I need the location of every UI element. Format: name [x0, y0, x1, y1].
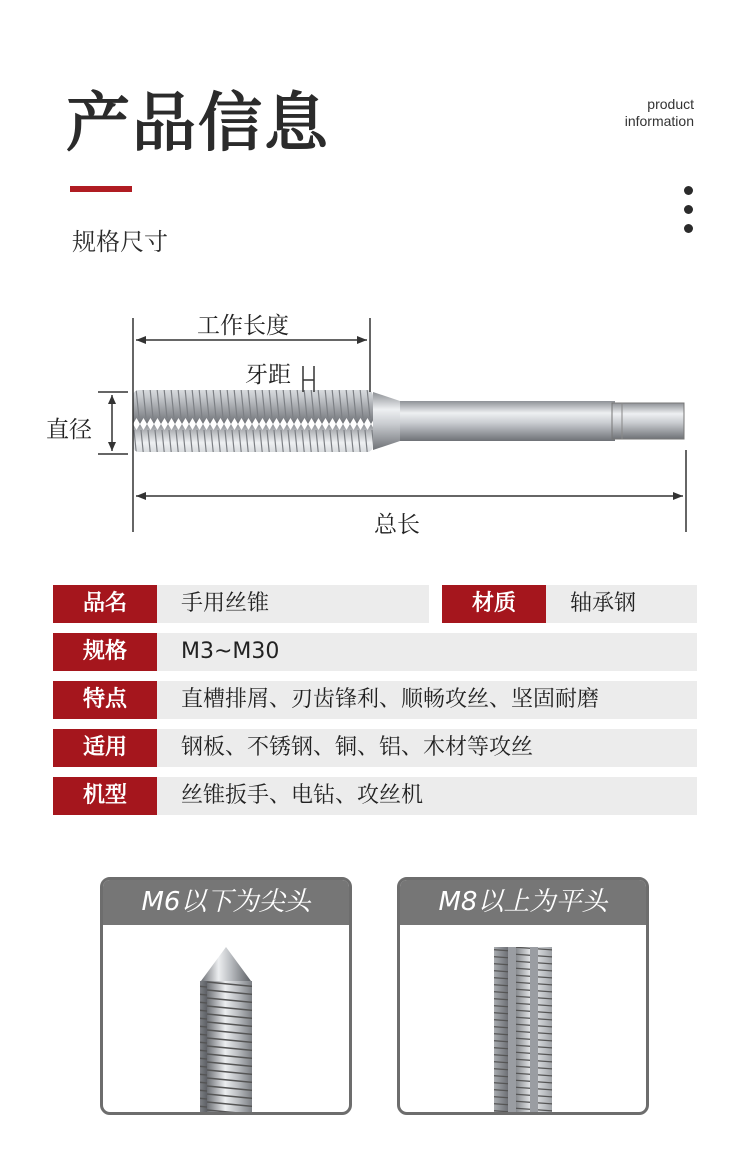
- spec-key-size: 规格: [53, 633, 157, 671]
- page-title: 产品信息: [66, 87, 330, 161]
- spec-key-name: 品名: [53, 585, 157, 623]
- spec-value-name: 手用丝锥: [157, 585, 429, 623]
- section-label: 规格尺寸: [72, 228, 168, 256]
- card-title: M6以下为尖头: [103, 880, 349, 925]
- table-row: [53, 729, 697, 767]
- spec-key-machine: 机型: [53, 777, 157, 815]
- table-row: [53, 681, 697, 719]
- spec-key-material: 材质: [442, 585, 546, 623]
- spec-key-features: 特点: [53, 681, 157, 719]
- spec-value-size: M3~M30: [157, 633, 697, 671]
- table-row: [53, 633, 697, 671]
- flat-tip-card: [397, 877, 649, 1115]
- table-row: [53, 777, 697, 815]
- page-subtitle: [625, 96, 694, 130]
- pitch-label: 牙距: [245, 362, 291, 388]
- spec-key-application: 适用: [53, 729, 157, 767]
- tap-square-end: [612, 403, 684, 439]
- spec-value-features: 直槽排屑、刃齿锋利、顺畅攻丝、坚固耐磨: [157, 681, 697, 719]
- spec-value-machine: 丝锥扳手、电钻、攻丝机: [157, 777, 697, 815]
- spec-value-application: 钢板、不锈钢、铜、铝、木材等攻丝: [157, 729, 697, 767]
- pointed-tip-card: [100, 877, 352, 1115]
- card-title: M8以上为平头: [400, 880, 646, 925]
- diameter-label: 直径: [46, 417, 92, 443]
- spec-value-material: 轴承钢: [546, 585, 697, 623]
- accent-bar: [70, 186, 132, 192]
- tap-threads: [133, 390, 373, 452]
- table-row: [53, 585, 697, 623]
- pointed-tap-tip-image: [103, 925, 349, 1115]
- total-length-label: 总长: [374, 512, 420, 538]
- subtitle-line-1: product: [647, 96, 694, 112]
- more-dots-icon: [684, 186, 694, 243]
- flat-tap-tip-image: [400, 925, 646, 1115]
- subtitle-line-2: information: [624, 113, 694, 129]
- working-length-label: 工作长度: [197, 313, 289, 339]
